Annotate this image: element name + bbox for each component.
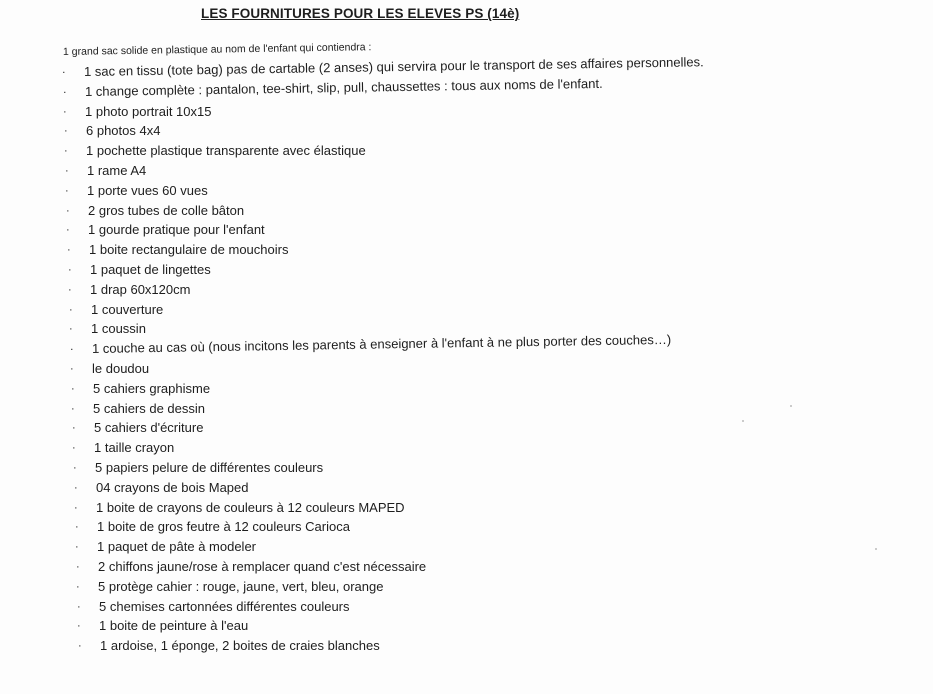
bullet-marker: ·	[77, 601, 81, 613]
supply-item-text: 5 protège cahier : rouge, jaune, vert, bleu, orange	[98, 579, 384, 594]
bullet-marker: ·	[76, 561, 80, 573]
supply-item	[76, 558, 427, 576]
scan-speck	[742, 420, 744, 422]
supply-item	[73, 459, 324, 477]
scan-speck	[790, 405, 792, 407]
bullet-marker: ·	[63, 106, 67, 118]
document-title: LES FOURNITURES POUR LES ELEVES PS (14è)	[201, 6, 520, 21]
supply-item	[66, 202, 245, 220]
supply-item	[72, 419, 204, 437]
supply-item	[74, 499, 405, 517]
supply-item-text: 04 crayons de bois Maped	[96, 480, 249, 495]
supply-item-text: 5 cahiers de dessin	[93, 401, 206, 416]
supply-item-text: 1 pochette plastique transparente avec élastique	[86, 143, 366, 158]
supply-item-text: 5 cahiers d'écriture	[94, 420, 204, 435]
supply-item	[65, 162, 147, 180]
supply-item	[66, 221, 265, 239]
supply-item	[68, 261, 211, 279]
supply-item	[71, 380, 211, 398]
supply-item	[70, 360, 150, 378]
bullet-marker: ·	[75, 541, 79, 553]
supply-item-text: 1 drap 60x120cm	[90, 282, 191, 297]
supply-item	[65, 182, 208, 200]
supply-item-text: 1 change complète : pantalon, tee-shirt, slip, pull, chaussettes : tous aux noms de l'enfant.	[84, 75, 603, 99]
supply-item-text: 6 photos 4x4	[86, 123, 161, 138]
supply-item	[71, 400, 206, 418]
bullet-marker: ·	[73, 462, 77, 474]
intro-line: 1 grand sac solide en plastique au nom de l'enfant qui contiendra :	[62, 41, 372, 58]
supply-item	[72, 439, 175, 457]
bullet-marker: ·	[78, 640, 82, 652]
bullet-marker: ·	[61, 66, 66, 79]
supply-item	[61, 53, 704, 81]
bullet-marker: ·	[75, 521, 79, 533]
bullet-marker: ·	[69, 323, 73, 335]
supply-item-text: 2 gros tubes de colle bâton	[88, 203, 245, 218]
bullet-marker: ·	[64, 125, 68, 137]
supply-item-text: 1 rame A4	[87, 163, 147, 178]
supply-item-text: 1 porte vues 60 vues	[87, 183, 208, 198]
supply-item-text: 1 boite de gros feutre à 12 couleurs Carioca	[97, 519, 350, 534]
supply-item-text: 1 sac en tissu (tote bag) pas de cartable (2 anses) qui servira pour le transport de ses affaires personnelles.	[83, 54, 704, 79]
bullet-marker: ·	[69, 304, 73, 316]
bullet-marker: ·	[68, 264, 72, 276]
supply-item-text: le doudou	[92, 361, 150, 376]
bullet-marker: ·	[65, 165, 69, 177]
supply-item	[68, 281, 191, 299]
supply-item-text: 1 photo portrait 10x15	[85, 104, 212, 119]
supply-item	[77, 598, 350, 616]
supply-item	[77, 617, 249, 635]
supply-item-text: 5 cahiers graphisme	[93, 381, 211, 396]
supply-item-text: 1 gourde pratique pour l'enfant	[88, 222, 265, 237]
supply-item-text: 1 paquet de lingettes	[90, 262, 211, 277]
supply-item	[64, 122, 161, 140]
bullet-marker: ·	[71, 383, 75, 395]
bullet-marker: ·	[74, 482, 78, 494]
supply-item	[75, 538, 257, 556]
supply-item-text: 1 boite de peinture à l'eau	[99, 618, 249, 633]
supply-item-text: 1 boite rectangulaire de mouchoirs	[89, 242, 289, 257]
supply-item	[69, 320, 146, 338]
supply-item	[74, 479, 249, 497]
bullet-marker: ·	[67, 244, 71, 256]
bullet-marker: ·	[68, 284, 72, 296]
supply-item-text: 1 couverture	[91, 302, 164, 317]
supply-item-text: 1 coussin	[91, 321, 146, 336]
supply-item-text: 1 paquet de pâte à modeler	[97, 539, 257, 554]
bullet-marker: ·	[69, 343, 74, 356]
supply-item	[75, 518, 350, 536]
supply-item-text: 2 chiffons jaune/rose à remplacer quand c'est nécessaire	[98, 559, 427, 574]
supply-item-text: 5 papiers pelure de différentes couleurs	[95, 460, 324, 475]
supply-item	[69, 331, 672, 358]
bullet-marker: ·	[64, 145, 68, 157]
bullet-marker: ·	[72, 422, 76, 434]
bullet-marker: ·	[66, 224, 70, 236]
supply-item	[69, 301, 164, 319]
supply-item	[67, 241, 289, 259]
bullet-marker: ·	[74, 502, 78, 514]
supply-item	[78, 637, 380, 655]
supply-item	[76, 578, 384, 596]
bullet-marker: ·	[77, 620, 81, 632]
scan-speck	[875, 548, 877, 550]
supply-item-text: 5 chemises cartonnées différentes couleurs	[99, 599, 350, 614]
bullet-marker: ·	[70, 363, 74, 375]
supply-item-text: 1 taille crayon	[94, 440, 175, 455]
bullet-marker: ·	[76, 581, 80, 593]
supply-item	[63, 103, 212, 121]
bullet-marker: ·	[62, 86, 67, 99]
bullet-marker: ·	[71, 403, 75, 415]
bullet-marker: ·	[65, 185, 69, 197]
bullet-marker: ·	[66, 205, 70, 217]
bullet-marker: ·	[72, 442, 76, 454]
supply-item	[64, 142, 366, 160]
supply-item-text: 1 couche au cas où (nous incitons les parents à enseigner à l'enfant à ne plus porter des couches…)	[91, 331, 672, 356]
supply-item-text: 1 boite de crayons de couleurs à 12 couleurs MAPED	[96, 500, 405, 515]
supply-item-text: 1 ardoise, 1 éponge, 2 boites de craies blanches	[100, 638, 380, 653]
